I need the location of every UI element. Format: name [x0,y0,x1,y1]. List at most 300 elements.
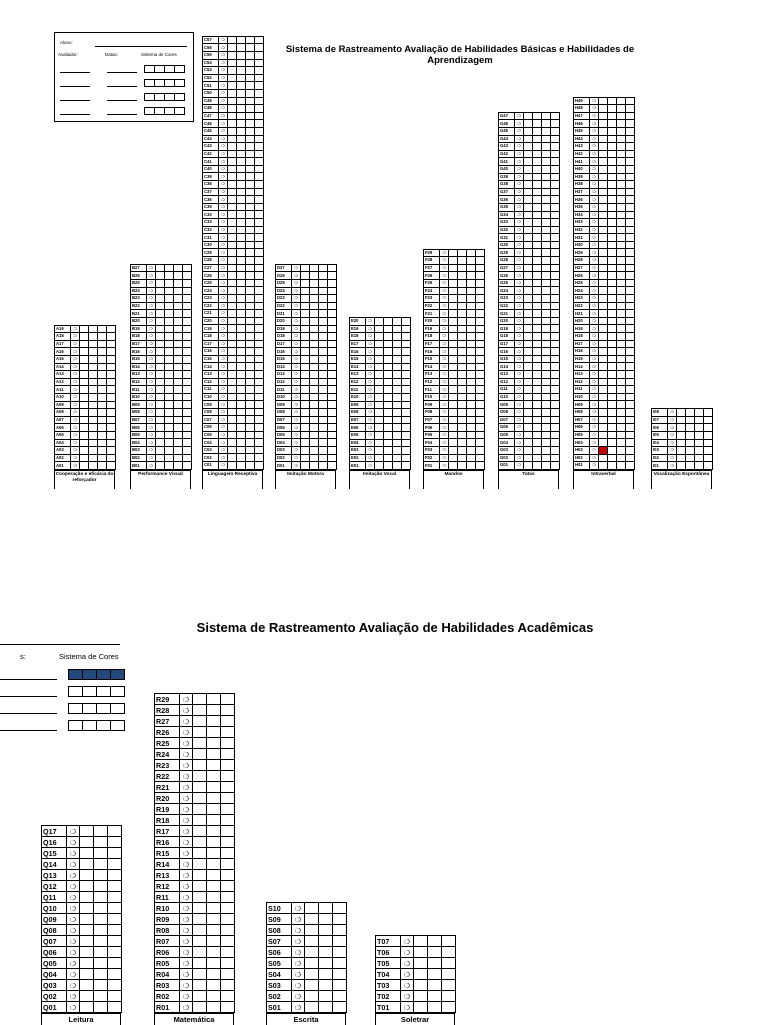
score-cell[interactable] [704,431,713,439]
score-cell[interactable] [704,416,713,424]
item-checkbox[interactable]: ❍ [147,355,156,363]
score-cell[interactable] [246,211,255,219]
score-cell[interactable] [183,424,192,432]
score-cell[interactable] [393,348,402,356]
score-cell[interactable] [375,371,384,379]
score-cell[interactable] [174,393,183,401]
score-cell[interactable] [695,431,704,439]
score-cell[interactable] [599,439,608,447]
item-checkbox[interactable]: ❍ [668,424,677,432]
score-cell[interactable] [449,272,458,280]
score-cell[interactable] [255,378,264,386]
item-checkbox[interactable]: ❍ [219,188,228,196]
score-cell[interactable] [255,325,264,333]
score-cell[interactable] [246,370,255,378]
score-cell[interactable] [98,409,107,417]
item-checkbox[interactable]: ❍ [366,409,375,417]
score-cell[interactable] [551,150,560,158]
score-cell[interactable] [626,408,635,416]
score-cell[interactable] [458,310,467,318]
item-checkbox[interactable]: ❍ [590,165,599,173]
score-cell[interactable] [524,363,533,371]
score-cell[interactable] [228,332,237,340]
color-set-2[interactable] [145,79,185,87]
item-checkbox[interactable]: ❍ [292,936,305,947]
score-cell[interactable] [449,431,458,439]
item-checkbox[interactable]: ❍ [515,150,524,158]
item-checkbox[interactable]: ❍ [71,447,80,455]
score-cell[interactable] [301,333,310,341]
score-cell[interactable] [237,348,246,356]
item-checkbox[interactable]: ❍ [147,454,156,462]
score-cell[interactable] [375,409,384,417]
score-cell[interactable] [449,378,458,386]
score-cell[interactable] [551,279,560,287]
item-checkbox[interactable]: ❍ [219,181,228,189]
score-cell[interactable] [228,325,237,333]
score-cell[interactable] [255,211,264,219]
score-cell[interactable] [677,462,686,470]
score-cell[interactable] [156,401,165,409]
score-cell[interactable] [165,386,174,394]
score-cell[interactable] [333,991,347,1002]
score-cell[interactable] [183,355,192,363]
item-checkbox[interactable]: ❍ [366,393,375,401]
score-cell[interactable] [107,363,116,371]
score-cell[interactable] [542,386,551,394]
score-cell[interactable] [533,249,542,257]
score-cell[interactable] [255,36,264,44]
item-checkbox[interactable]: ❍ [219,264,228,272]
item-checkbox[interactable]: ❍ [292,295,301,303]
score-cell[interactable] [533,446,542,454]
score-cell[interactable] [207,859,221,870]
score-cell[interactable] [449,454,458,462]
score-cell[interactable] [626,431,635,439]
score-cell[interactable] [255,120,264,128]
score-cell[interactable] [237,257,246,265]
score-cell[interactable] [551,348,560,356]
score-cell[interactable] [542,378,551,386]
score-cell[interactable] [98,333,107,341]
score-cell[interactable] [310,447,319,455]
score-cell[interactable] [393,363,402,371]
item-checkbox[interactable]: ❍ [180,771,193,782]
item-checkbox[interactable]: ❍ [147,401,156,409]
score-cell[interactable] [414,958,428,969]
score-cell[interactable] [328,310,337,318]
score-cell[interactable] [193,837,207,848]
item-checkbox[interactable]: ❍ [219,89,228,97]
score-cell[interactable] [428,958,442,969]
score-cell[interactable] [183,325,192,333]
item-checkbox[interactable]: ❍ [440,454,449,462]
score-cell[interactable] [402,424,411,432]
score-cell[interactable] [221,991,235,1002]
score-cell[interactable] [183,386,192,394]
score-cell[interactable] [533,302,542,310]
score-cell[interactable] [617,127,626,135]
item-checkbox[interactable]: ❍ [219,127,228,135]
score-cell[interactable] [94,859,108,870]
score-cell[interactable] [237,112,246,120]
score-cell[interactable] [301,431,310,439]
score-cell[interactable] [221,914,235,925]
score-cell[interactable] [458,454,467,462]
score-cell[interactable] [193,771,207,782]
score-cell[interactable] [533,340,542,348]
score-cell[interactable] [393,386,402,394]
item-checkbox[interactable]: ❍ [590,416,599,424]
score-cell[interactable] [255,317,264,325]
score-cell[interactable] [626,370,635,378]
score-cell[interactable] [156,462,165,470]
item-checkbox[interactable]: ❍ [515,317,524,325]
score-cell[interactable] [599,241,608,249]
score-cell[interactable] [551,439,560,447]
score-cell[interactable] [467,454,476,462]
score-cell[interactable] [80,958,94,969]
item-checkbox[interactable]: ❍ [668,454,677,462]
score-cell[interactable] [246,431,255,439]
score-cell[interactable] [207,826,221,837]
score-cell[interactable] [94,991,108,1002]
score-cell[interactable] [237,165,246,173]
score-cell[interactable] [449,386,458,394]
score-cell[interactable] [599,401,608,409]
score-cell[interactable] [617,401,626,409]
score-cell[interactable] [704,462,713,470]
item-checkbox[interactable]: ❍ [440,393,449,401]
item-checkbox[interactable]: ❍ [219,401,228,409]
item-checkbox[interactable]: ❍ [515,370,524,378]
score-cell[interactable] [626,112,635,120]
score-cell[interactable] [608,158,617,166]
score-cell[interactable] [174,287,183,295]
score-cell[interactable] [228,408,237,416]
score-cell[interactable] [393,431,402,439]
score-cell[interactable] [94,903,108,914]
score-cell[interactable] [94,1002,108,1013]
score-cell[interactable] [542,416,551,424]
score-cell[interactable] [228,135,237,143]
score-cell[interactable] [393,325,402,333]
score-cell[interactable] [695,439,704,447]
score-cell[interactable] [608,219,617,227]
item-checkbox[interactable]: ❍ [219,310,228,318]
score-cell[interactable] [228,181,237,189]
score-cell[interactable] [524,378,533,386]
item-checkbox[interactable]: ❍ [292,325,301,333]
score-cell[interactable] [533,150,542,158]
score-cell[interactable] [246,36,255,44]
score-cell[interactable] [310,295,319,303]
score-cell[interactable] [476,249,485,257]
evaluator-line-1[interactable] [60,72,90,73]
item-checkbox[interactable]: ❍ [590,127,599,135]
score-cell[interactable] [80,925,94,936]
score-cell[interactable] [301,302,310,310]
score-cell[interactable] [319,903,333,914]
score-cell[interactable] [542,279,551,287]
score-cell[interactable] [255,310,264,318]
score-cell[interactable] [246,340,255,348]
score-cell[interactable] [310,462,319,470]
score-cell[interactable] [608,188,617,196]
score-cell[interactable] [246,82,255,90]
score-cell[interactable] [608,454,617,462]
score-cell[interactable] [402,371,411,379]
score-cell[interactable] [156,272,165,280]
score-cell[interactable] [94,958,108,969]
score-cell[interactable] [533,181,542,189]
score-cell[interactable] [319,363,328,371]
score-cell[interactable] [228,82,237,90]
score-cell[interactable] [608,348,617,356]
score-cell[interactable] [301,378,310,386]
score-cell[interactable] [319,991,333,1002]
score-cell[interactable] [626,424,635,432]
score-cell[interactable] [328,317,337,325]
item-checkbox[interactable]: ❍ [71,371,80,379]
item-checkbox[interactable]: ❍ [147,287,156,295]
item-checkbox[interactable]: ❍ [180,749,193,760]
score-cell[interactable] [442,991,456,1002]
score-cell[interactable] [617,348,626,356]
score-cell[interactable] [533,462,542,470]
score-cell[interactable] [551,181,560,189]
item-checkbox[interactable]: ❍ [590,226,599,234]
score-cell[interactable] [333,958,347,969]
score-cell[interactable] [617,143,626,151]
item-checkbox[interactable]: ❍ [147,340,156,348]
score-cell[interactable] [165,431,174,439]
score-cell[interactable] [449,287,458,295]
score-cell[interactable] [107,431,116,439]
score-cell[interactable] [626,325,635,333]
item-checkbox[interactable]: ❍ [440,378,449,386]
score-cell[interactable] [608,181,617,189]
item-checkbox[interactable]: ❍ [147,310,156,318]
score-cell[interactable] [107,416,116,424]
score-cell[interactable] [384,393,393,401]
score-cell[interactable] [228,355,237,363]
score-cell[interactable] [237,462,246,470]
score-cell[interactable] [246,127,255,135]
score-cell[interactable] [94,870,108,881]
score-cell[interactable] [551,143,560,151]
item-checkbox[interactable]: ❍ [440,371,449,379]
item-checkbox[interactable]: ❍ [292,980,305,991]
score-cell[interactable] [207,991,221,1002]
score-cell[interactable] [542,393,551,401]
score-cell[interactable] [617,386,626,394]
score-cell[interactable] [617,416,626,424]
item-checkbox[interactable]: ❍ [147,416,156,424]
score-cell[interactable] [183,401,192,409]
score-cell[interactable] [255,370,264,378]
item-checkbox[interactable]: ❍ [147,325,156,333]
score-cell[interactable] [533,158,542,166]
score-cell[interactable] [542,188,551,196]
score-cell[interactable] [174,462,183,470]
item-checkbox[interactable]: ❍ [440,295,449,303]
score-cell[interactable] [599,431,608,439]
score-cell[interactable] [533,279,542,287]
score-cell[interactable] [458,317,467,325]
score-cell[interactable] [599,348,608,356]
item-checkbox[interactable]: ❍ [515,363,524,371]
score-cell[interactable] [599,325,608,333]
score-cell[interactable] [237,363,246,371]
item-checkbox[interactable]: ❍ [180,892,193,903]
score-cell[interactable] [310,401,319,409]
score-cell[interactable] [301,439,310,447]
item-checkbox[interactable]: ❍ [590,408,599,416]
item-checkbox[interactable]: ❍ [440,272,449,280]
score-cell[interactable] [221,738,235,749]
score-cell[interactable] [310,325,319,333]
score-cell[interactable] [156,264,165,272]
score-cell[interactable] [617,135,626,143]
score-cell[interactable] [617,279,626,287]
score-cell[interactable] [246,59,255,67]
score-cell[interactable] [237,439,246,447]
score-cell[interactable] [608,165,617,173]
score-cell[interactable] [156,439,165,447]
score-cell[interactable] [237,219,246,227]
item-checkbox[interactable]: ❍ [180,925,193,936]
score-cell[interactable] [207,892,221,903]
score-cell[interactable] [458,295,467,303]
score-cell[interactable] [207,771,221,782]
score-cell[interactable] [608,355,617,363]
score-cell[interactable] [328,454,337,462]
score-cell[interactable] [599,272,608,280]
score-cell[interactable] [165,279,174,287]
score-cell[interactable] [533,439,542,447]
score-cell[interactable] [626,120,635,128]
score-cell[interactable] [428,936,442,947]
score-cell[interactable] [246,401,255,409]
item-checkbox[interactable]: ❍ [515,424,524,432]
item-checkbox[interactable]: ❍ [292,925,305,936]
score-cell[interactable] [80,936,94,947]
item-checkbox[interactable]: ❍ [180,760,193,771]
score-cell[interactable] [524,279,533,287]
item-checkbox[interactable]: ❍ [440,416,449,424]
item-checkbox[interactable]: ❍ [292,969,305,980]
score-cell[interactable] [237,135,246,143]
color-set-4[interactable] [145,107,185,115]
score-cell[interactable] [384,378,393,386]
score-cell[interactable] [533,203,542,211]
item-checkbox[interactable]: ❍ [219,36,228,44]
item-checkbox[interactable]: ❍ [440,249,449,257]
score-cell[interactable] [524,393,533,401]
score-cell[interactable] [193,760,207,771]
score-cell[interactable] [165,447,174,455]
score-cell[interactable] [80,363,89,371]
score-cell[interactable] [384,401,393,409]
score-cell[interactable] [328,279,337,287]
item-checkbox[interactable]: ❍ [515,287,524,295]
score-cell[interactable] [542,431,551,439]
score-cell[interactable] [617,165,626,173]
item-checkbox[interactable]: ❍ [219,272,228,280]
score-cell[interactable] [449,424,458,432]
item-checkbox[interactable]: ❍ [71,454,80,462]
score-cell[interactable] [221,903,235,914]
score-cell[interactable] [207,848,221,859]
score-cell[interactable] [524,408,533,416]
score-cell[interactable] [165,462,174,470]
score-cell[interactable] [305,1002,319,1013]
score-cell[interactable] [221,782,235,793]
score-cell[interactable] [384,371,393,379]
score-cell[interactable] [246,378,255,386]
score-cell[interactable] [626,393,635,401]
item-checkbox[interactable]: ❍ [366,386,375,394]
score-cell[interactable] [328,447,337,455]
score-cell[interactable] [89,462,98,470]
score-cell[interactable] [246,74,255,82]
score-cell[interactable] [237,325,246,333]
score-cell[interactable] [449,393,458,401]
item-checkbox[interactable]: ❍ [180,694,193,705]
score-cell[interactable] [617,158,626,166]
score-cell[interactable] [608,196,617,204]
score-cell[interactable] [237,105,246,113]
score-cell[interactable] [207,870,221,881]
score-cell[interactable] [107,462,116,470]
score-cell[interactable] [626,310,635,318]
score-cell[interactable] [237,340,246,348]
score-cell[interactable] [107,447,116,455]
item-checkbox[interactable]: ❍ [515,393,524,401]
score-cell[interactable] [393,454,402,462]
score-cell[interactable] [533,370,542,378]
score-cell[interactable] [89,424,98,432]
score-cell[interactable] [246,348,255,356]
item-checkbox[interactable]: ❍ [401,947,414,958]
score-cell[interactable] [301,371,310,379]
score-cell[interactable] [310,287,319,295]
score-cell[interactable] [301,317,310,325]
score-cell[interactable] [551,295,560,303]
item-checkbox[interactable]: ❍ [292,371,301,379]
item-checkbox[interactable]: ❍ [180,859,193,870]
score-cell[interactable] [319,980,333,991]
score-cell[interactable] [375,424,384,432]
score-cell[interactable] [98,393,107,401]
score-cell[interactable] [393,447,402,455]
item-checkbox[interactable]: ❍ [515,401,524,409]
item-checkbox[interactable]: ❍ [515,249,524,257]
item-checkbox[interactable]: ❍ [590,249,599,257]
score-cell[interactable] [246,446,255,454]
score-cell[interactable] [677,416,686,424]
score-cell[interactable] [80,903,94,914]
score-cell[interactable] [524,287,533,295]
score-cell[interactable] [328,348,337,356]
score-cell[interactable] [524,454,533,462]
item-checkbox[interactable]: ❍ [590,105,599,113]
score-cell[interactable] [165,424,174,432]
score-cell[interactable] [458,363,467,371]
score-cell[interactable] [599,340,608,348]
score-cell[interactable] [183,279,192,287]
